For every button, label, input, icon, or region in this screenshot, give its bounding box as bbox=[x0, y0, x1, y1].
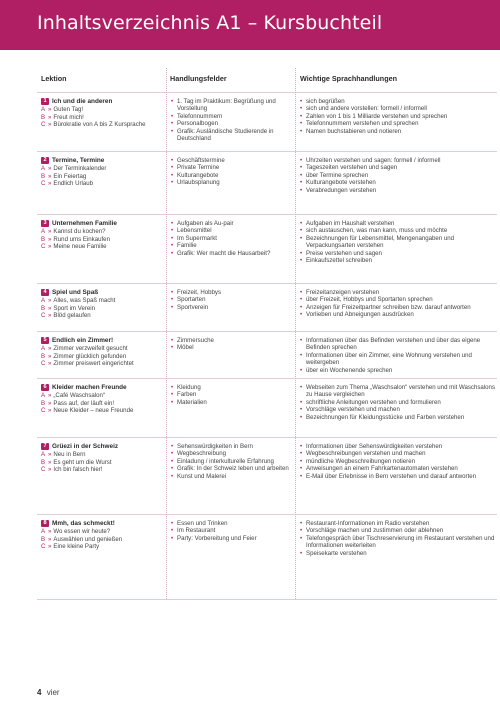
sub-lesson bbox=[41, 236, 165, 243]
sub-lesson bbox=[41, 528, 165, 535]
sub-lesson bbox=[41, 345, 165, 352]
field-item: • Materialien bbox=[171, 399, 293, 406]
sub-lesson-letter: B bbox=[41, 304, 46, 312]
field-item: • Aufgaben als Au-pair bbox=[171, 220, 293, 227]
action-item: • Uhrzeiten verstehen und sagen: formell / informell bbox=[300, 157, 495, 164]
action-item: • Vorschläge machen und zustimmen oder ablehnen bbox=[300, 527, 495, 534]
lesson-title-text: Grüezi in der Schweiz bbox=[52, 443, 119, 450]
lesson-cell bbox=[41, 220, 165, 251]
fields-cell bbox=[171, 337, 293, 352]
sub-lesson-text: „Café Waschsalon“ bbox=[53, 392, 105, 400]
chevron-right-icon: » bbox=[48, 312, 52, 320]
sub-lesson bbox=[41, 173, 165, 180]
chevron-right-icon: » bbox=[48, 121, 52, 129]
action-item: • Restaurant-Informationen im Radio verstehen bbox=[300, 520, 495, 527]
fields-cell bbox=[171, 289, 293, 311]
sub-lesson bbox=[41, 121, 165, 128]
lesson-number-badge: 3 bbox=[41, 220, 49, 227]
lesson-title bbox=[41, 337, 165, 344]
sub-lesson-letter: B bbox=[41, 172, 46, 180]
lesson-number-badge: 4 bbox=[41, 289, 49, 296]
lesson-title bbox=[41, 384, 165, 391]
sub-lesson bbox=[41, 106, 165, 113]
sub-lesson-text: Auswählen und genießen bbox=[53, 535, 123, 543]
sub-lesson-letter: B bbox=[41, 113, 46, 121]
chevron-right-icon: » bbox=[48, 297, 52, 305]
sub-lesson-letter: B bbox=[41, 352, 46, 360]
lesson-row bbox=[37, 93, 497, 152]
chevron-right-icon: » bbox=[48, 172, 52, 180]
lesson-cell bbox=[41, 337, 165, 368]
chevron-right-icon: » bbox=[48, 466, 52, 474]
lesson-title bbox=[41, 157, 165, 164]
sub-lesson bbox=[41, 228, 165, 235]
field-item: • 1. Tag im Praktikum: Begrüßung und Vorstellung bbox=[171, 98, 293, 113]
sub-lesson-letter: B bbox=[41, 235, 46, 243]
lesson-number-badge: 2 bbox=[41, 157, 49, 164]
field-item: • Kunst und Malerei bbox=[171, 473, 293, 480]
action-item: • über Freizeit, Hobbys und Sportarten sprechen bbox=[300, 296, 495, 303]
action-item: • Einkaufszettel schreiben bbox=[300, 257, 495, 264]
lesson-cell bbox=[41, 157, 165, 188]
sub-lesson-text: Guten Tag! bbox=[53, 106, 84, 114]
page-footer bbox=[37, 688, 60, 697]
field-item: • Lebensmittel bbox=[171, 227, 293, 234]
actions-cell bbox=[300, 289, 495, 319]
sub-lesson-text: Endlich Urlaub bbox=[53, 180, 94, 188]
lesson-title bbox=[41, 520, 165, 527]
lesson-row bbox=[37, 284, 497, 332]
action-item: • sich austauschen, was man kann, muss und möchte bbox=[300, 227, 495, 234]
fields-list bbox=[171, 384, 293, 406]
field-item: • Im Restaurant bbox=[171, 527, 293, 534]
fields-list bbox=[171, 289, 293, 311]
fields-cell bbox=[171, 220, 293, 257]
field-item: • Zimmersuche bbox=[171, 337, 293, 344]
field-item: • Möbel bbox=[171, 344, 293, 351]
action-item: • mündliche Wegbeschreibungen notieren bbox=[300, 458, 495, 465]
action-item: • Anzeigen für Freizeitpartner schreiben bzw. darauf antworten bbox=[300, 304, 495, 311]
sub-lesson-text: Freut mich! bbox=[53, 113, 84, 121]
lesson-title-text: Unternehmen Familie bbox=[52, 220, 117, 227]
lesson-row bbox=[37, 215, 497, 284]
sub-lesson bbox=[41, 360, 165, 367]
action-item: • sich und andere vorstellen: formell / informell bbox=[300, 105, 495, 112]
sub-lesson bbox=[41, 312, 165, 319]
sub-lesson-text: Der Terminkalender bbox=[53, 165, 107, 173]
sub-lesson bbox=[41, 297, 165, 304]
sub-lesson-letter: C bbox=[41, 543, 46, 551]
lesson-title bbox=[41, 98, 165, 105]
action-item: • Bezeichnungen für Kleidungsstücke und Farben verstehen bbox=[300, 414, 495, 421]
action-item: • schriftliche Anleitungen verstehen und formulieren bbox=[300, 399, 495, 406]
action-item: • Vorlieben und Abneigungen ausdrücken bbox=[300, 311, 495, 318]
sub-lesson-text: Neu in Bern bbox=[53, 451, 86, 459]
field-item: • Sportverein bbox=[171, 304, 293, 311]
action-item: • Kulturangebote verstehen bbox=[300, 179, 495, 186]
sub-lesson-letter: B bbox=[41, 458, 46, 466]
lesson-row bbox=[37, 332, 497, 379]
field-item: • Kleidung bbox=[171, 384, 293, 391]
actions-list bbox=[300, 443, 495, 480]
sub-lesson-letter: C bbox=[41, 312, 46, 320]
field-item: • Telefonnummern bbox=[171, 113, 293, 120]
page-word: vier bbox=[46, 688, 60, 697]
sub-lesson-text: Es geht um die Wurst bbox=[53, 458, 112, 466]
actions-list bbox=[300, 220, 495, 264]
action-item: • Verabredungen verstehen bbox=[300, 187, 495, 194]
fields-list bbox=[171, 337, 293, 352]
sub-lesson bbox=[41, 353, 165, 360]
sub-lesson-letter: B bbox=[41, 535, 46, 543]
sub-lesson-text: Kannst du kochen? bbox=[53, 228, 106, 236]
sub-lesson-text: Bürokratie von A bis Z Kursprache bbox=[53, 121, 146, 129]
field-item: • Einladung / interkulturelle Erfahrung bbox=[171, 458, 293, 465]
actions-list bbox=[300, 157, 495, 194]
fields-cell bbox=[171, 443, 293, 480]
sub-lesson-text: Meine neue Familie bbox=[53, 243, 107, 251]
sub-lesson bbox=[41, 165, 165, 172]
lesson-cell bbox=[41, 520, 165, 551]
chevron-right-icon: » bbox=[48, 360, 52, 368]
field-item: • Farben bbox=[171, 391, 293, 398]
sub-lesson-letter: C bbox=[41, 466, 46, 474]
field-item: • Grafik: In der Schweiz leben und arbeiten bbox=[171, 465, 293, 472]
actions-cell bbox=[300, 220, 495, 264]
sub-lesson-letter: C bbox=[41, 121, 46, 129]
page-number: 4 bbox=[37, 688, 42, 697]
action-item: • Tageszeiten verstehen und sagen bbox=[300, 164, 495, 171]
actions-cell bbox=[300, 384, 495, 421]
actions-list bbox=[300, 337, 495, 374]
action-item: • über ein Wochenende sprechen bbox=[300, 367, 495, 374]
column-divider bbox=[166, 68, 167, 599]
sub-lesson bbox=[41, 407, 165, 414]
column-header-sprachhandlungen: Wichtige Sprachhandlungen bbox=[300, 74, 397, 83]
field-item: • Sehenswürdigkeiten in Bern bbox=[171, 443, 293, 450]
field-item: • Grafik: Wer macht die Hausarbeit? bbox=[171, 250, 293, 257]
sub-lesson bbox=[41, 305, 165, 312]
lesson-number-badge: 5 bbox=[41, 337, 49, 344]
lesson-title-text: Kleider machen Freunde bbox=[52, 384, 127, 391]
chevron-right-icon: » bbox=[48, 458, 52, 466]
chevron-right-icon: » bbox=[48, 106, 52, 114]
actions-cell bbox=[300, 443, 495, 480]
page-title: Inhaltsverzeichnis A1 – Kursbuchteil bbox=[37, 12, 383, 34]
action-item: • Informationen über ein Zimmer, eine Wohnung verstehen und weitergeben bbox=[300, 352, 495, 367]
fields-cell bbox=[171, 157, 293, 187]
field-item: • Urlaubsplanung bbox=[171, 179, 293, 186]
fields-cell bbox=[171, 520, 293, 542]
fields-cell bbox=[171, 384, 293, 406]
chevron-right-icon: » bbox=[48, 228, 52, 236]
field-item: • Familie bbox=[171, 242, 293, 249]
actions-cell bbox=[300, 520, 495, 557]
action-item: • Speisekarte verstehen bbox=[300, 550, 495, 557]
lesson-title bbox=[41, 289, 165, 296]
lesson-title-text: Mmh, das schmeckt! bbox=[52, 520, 115, 527]
chevron-right-icon: » bbox=[48, 235, 52, 243]
field-item: • Personalbogen bbox=[171, 120, 293, 127]
lesson-title-text: Endlich ein Zimmer! bbox=[52, 337, 114, 344]
field-item: • Geschäftstermine bbox=[171, 157, 293, 164]
sub-lesson-text: Zimmer preiswert eingerichtet bbox=[53, 360, 134, 368]
fields-list bbox=[171, 157, 293, 187]
sub-lesson bbox=[41, 536, 165, 543]
lesson-title-text: Ich und die anderen bbox=[52, 98, 113, 105]
field-item: • Wegbeschreibung bbox=[171, 450, 293, 457]
sub-lesson bbox=[41, 451, 165, 458]
action-item: • E-Mail über Erlebnisse in Bern verstehen und darauf antworten bbox=[300, 473, 495, 480]
chevron-right-icon: » bbox=[48, 407, 52, 415]
actions-list bbox=[300, 520, 495, 557]
lesson-title-text: Termine, Termine bbox=[52, 157, 105, 164]
lesson-number-badge: 1 bbox=[41, 98, 49, 105]
sub-lesson-text: Ein Feiertag bbox=[53, 172, 87, 180]
sub-lesson-letter: C bbox=[41, 360, 46, 368]
field-item: • Grafik: Ausländische Studierende in Deutschland bbox=[171, 128, 293, 143]
lesson-number-badge: 7 bbox=[41, 443, 49, 450]
action-item: • Informationen über Sehenswürdigkeiten verstehen bbox=[300, 443, 495, 450]
lesson-title bbox=[41, 443, 165, 450]
sub-lesson-letter: A bbox=[41, 345, 46, 353]
action-item: • Telefongespräch über Tischreservierung im Restaurant verstehen und Informationen weiterleiten bbox=[300, 535, 495, 550]
chevron-right-icon: » bbox=[48, 352, 52, 360]
sub-lesson-letter: C bbox=[41, 407, 46, 415]
actions-cell bbox=[300, 98, 495, 135]
sub-lesson bbox=[41, 400, 165, 407]
actions-cell bbox=[300, 337, 495, 374]
actions-list bbox=[300, 384, 495, 421]
lesson-cell bbox=[41, 98, 165, 129]
sub-lesson-letter: A bbox=[41, 228, 46, 236]
action-item: • Informationen über das Befinden verstehen und über das eigene Befinden sprechen bbox=[300, 337, 495, 352]
action-item: • Webseiten zum Thema „Waschsalon“ verstehen und mit Waschsalons zu Hause vergleichen bbox=[300, 384, 495, 399]
lesson-row bbox=[37, 152, 497, 215]
sub-lesson-text: Ich bin falsch hier! bbox=[53, 466, 103, 474]
sub-lesson-letter: A bbox=[41, 106, 46, 114]
header-banner bbox=[0, 0, 500, 50]
sub-lesson-text: Pass auf, der läuft ein! bbox=[53, 399, 115, 407]
sub-lesson-letter: A bbox=[41, 297, 46, 305]
actions-list bbox=[300, 289, 495, 319]
action-item: • Telefonnummern verstehen und sprechen bbox=[300, 120, 495, 127]
lesson-title-text: Spiel und Spaß bbox=[52, 289, 99, 296]
field-item: • Private Termine bbox=[171, 164, 293, 171]
lesson-number-badge: 8 bbox=[41, 520, 49, 527]
sub-lesson-letter: B bbox=[41, 399, 46, 407]
sub-lesson bbox=[41, 114, 165, 121]
action-item: • Wegbeschreibungen verstehen und machen bbox=[300, 450, 495, 457]
lesson-number-badge: 6 bbox=[41, 384, 49, 391]
chevron-right-icon: » bbox=[48, 392, 52, 400]
chevron-right-icon: » bbox=[48, 528, 52, 536]
chevron-right-icon: » bbox=[48, 535, 52, 543]
sub-lesson-text: Wo essen wir heute? bbox=[53, 528, 111, 536]
sub-lesson bbox=[41, 459, 165, 466]
chevron-right-icon: » bbox=[48, 180, 52, 188]
lesson-row bbox=[37, 515, 497, 600]
column-divider bbox=[295, 68, 296, 599]
chevron-right-icon: » bbox=[48, 543, 52, 551]
field-item: • Im Supermarkt bbox=[171, 235, 293, 242]
sub-lesson bbox=[41, 543, 165, 550]
lesson-title bbox=[41, 220, 165, 227]
sub-lesson-text: Alles, was Spaß macht bbox=[53, 297, 116, 305]
field-item: • Freizeit, Hobbys bbox=[171, 289, 293, 296]
chevron-right-icon: » bbox=[48, 243, 52, 251]
action-item: • Namen buchstabieren und notieren bbox=[300, 128, 495, 135]
sub-lesson-letter: C bbox=[41, 180, 46, 188]
sub-lesson bbox=[41, 243, 165, 250]
sub-lesson bbox=[41, 392, 165, 399]
chevron-right-icon: » bbox=[48, 165, 52, 173]
chevron-right-icon: » bbox=[48, 304, 52, 312]
sub-lesson-letter: A bbox=[41, 392, 46, 400]
action-item: • Aufgaben im Haushalt verstehen bbox=[300, 220, 495, 227]
field-item: • Essen und Trinken bbox=[171, 520, 293, 527]
field-item: • Kulturangebote bbox=[171, 172, 293, 179]
lesson-cell bbox=[41, 443, 165, 474]
sub-lesson-letter: A bbox=[41, 528, 46, 536]
action-item: • Bezeichnungen für Lebensmittel, Mengenangaben und Verpackungsarten verstehen bbox=[300, 235, 495, 250]
sub-lesson-letter: A bbox=[41, 165, 46, 173]
toc-table bbox=[37, 68, 497, 600]
sub-lesson bbox=[41, 466, 165, 473]
actions-list bbox=[300, 98, 495, 135]
lesson-row bbox=[37, 379, 497, 438]
fields-list bbox=[171, 98, 293, 142]
chevron-right-icon: » bbox=[48, 399, 52, 407]
sub-lesson-text: Eine kleine Party bbox=[53, 543, 100, 551]
action-item: • über Termine sprechen bbox=[300, 172, 495, 179]
fields-list bbox=[171, 520, 293, 542]
column-header-lektion: Lektion bbox=[41, 74, 67, 83]
actions-cell bbox=[300, 157, 495, 194]
field-item: • Sportarten bbox=[171, 296, 293, 303]
lesson-cell bbox=[41, 384, 165, 415]
sub-lesson-text: Neue Kleider – neue Freunde bbox=[53, 407, 134, 415]
action-item: • Preise verstehen und sagen bbox=[300, 250, 495, 257]
lesson-row bbox=[37, 438, 497, 515]
chevron-right-icon: » bbox=[48, 113, 52, 121]
column-header-handlungsfelder: Handlungsfelder bbox=[170, 74, 227, 83]
chevron-right-icon: » bbox=[48, 451, 52, 459]
sub-lesson-text: Rund ums Einkaufen bbox=[53, 235, 110, 243]
fields-list bbox=[171, 443, 293, 480]
sub-lesson-text: Zimmer glücklich gefunden bbox=[53, 352, 127, 360]
sub-lesson-text: Sport im Verein bbox=[53, 304, 96, 312]
lesson-cell bbox=[41, 289, 165, 320]
action-item: • Zahlen von 1 bis 1 Milliarde verstehen und sprechen bbox=[300, 113, 495, 120]
table-header bbox=[37, 68, 497, 93]
action-item: • sich begrüßen bbox=[300, 98, 495, 105]
action-item: • Vorschläge verstehen und machen bbox=[300, 406, 495, 413]
sub-lesson-text: Zimmer verzweifelt gesucht bbox=[53, 345, 128, 353]
sub-lesson-letter: A bbox=[41, 451, 46, 459]
fields-list bbox=[171, 220, 293, 257]
sub-lesson-letter: C bbox=[41, 243, 46, 251]
fields-cell bbox=[171, 98, 293, 142]
action-item: • Freizeitanzeigen verstehen bbox=[300, 289, 495, 296]
field-item: • Party: Vorbereitung und Feier bbox=[171, 535, 293, 542]
action-item: • Anweisungen an einem Fahrkartenautomaten verstehen bbox=[300, 465, 495, 472]
chevron-right-icon: » bbox=[48, 345, 52, 353]
sub-lesson bbox=[41, 180, 165, 187]
sub-lesson-text: Blöd gelaufen bbox=[53, 312, 91, 320]
